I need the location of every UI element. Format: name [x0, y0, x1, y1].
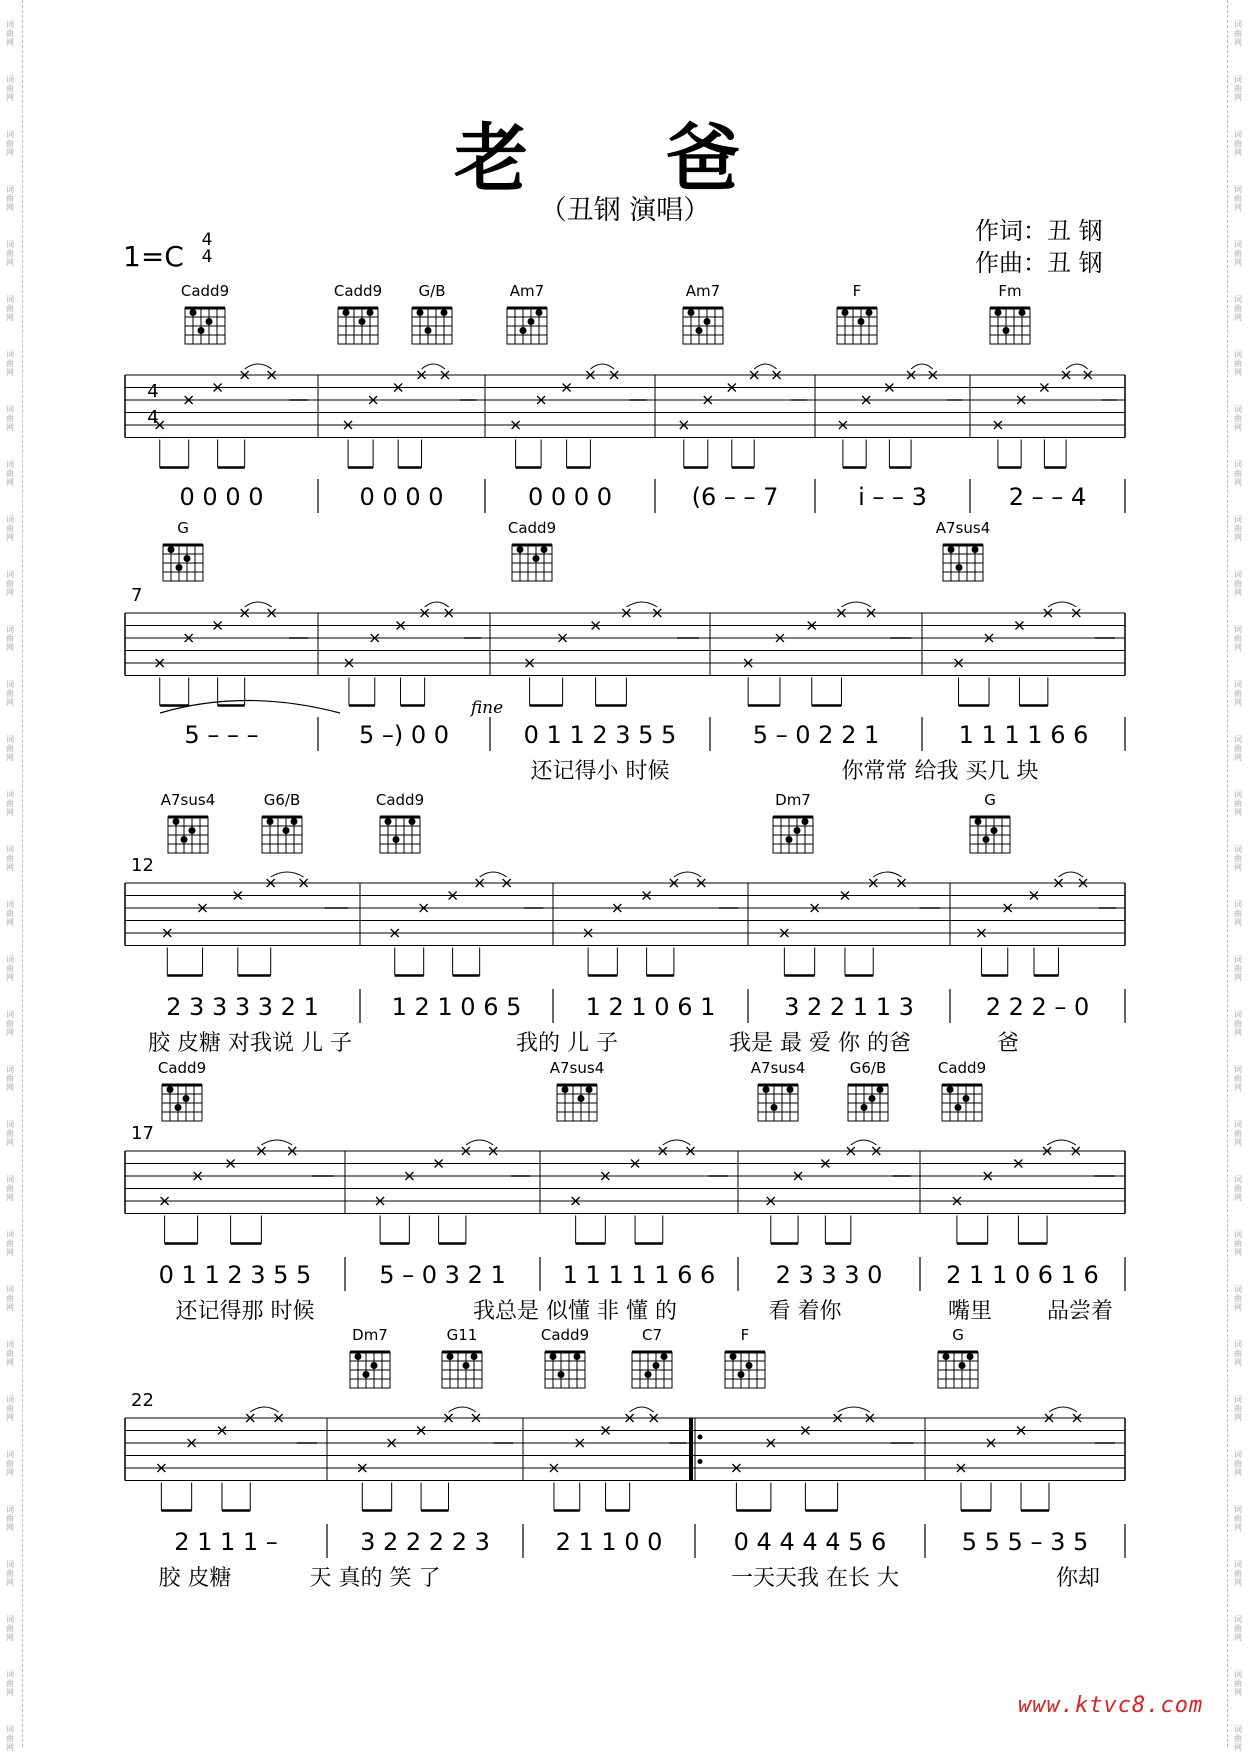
side-strip-text: 词曲网: [1234, 1560, 1242, 1587]
tab-tie: [449, 1407, 476, 1412]
chord-finger-dot: [267, 818, 274, 825]
chord-finger-dot: [533, 555, 540, 562]
side-strip-text: 词曲网: [6, 1010, 14, 1037]
tab-tie: [245, 602, 272, 607]
chord-finger-dot: [704, 318, 711, 325]
chord-finger-dot: [168, 546, 175, 553]
chord-finger-dot: [794, 827, 801, 834]
chord-finger-dot: [528, 318, 535, 325]
side-strip-text: 词曲网: [1234, 1285, 1242, 1312]
chord-finger-dot: [447, 1353, 454, 1360]
jianpu-measure: 1 1 1 1 1 6 6: [562, 1261, 716, 1289]
lyric-line: 一天天我 在长 大: [731, 1566, 899, 1591]
repeat-dot: [698, 1435, 703, 1440]
side-strip-text: 词曲网: [6, 350, 14, 377]
side-strip-text: 词曲网: [1234, 735, 1242, 762]
chord-finger-dot: [550, 1353, 557, 1360]
side-strip-text: 词曲网: [6, 680, 14, 707]
side-strip-text: 词曲网: [6, 735, 14, 762]
chord-finger-dot: [955, 1104, 962, 1111]
jianpu-measure: 5 – 0 2 2 1: [752, 721, 880, 749]
side-strip-text: 词曲网: [1234, 1670, 1242, 1697]
chord-name: Cadd9: [540, 1326, 590, 1344]
tab-clef-bottom: 4: [147, 407, 159, 428]
chord-finger-dot: [869, 1095, 876, 1102]
chord-finger-dot: [866, 309, 873, 316]
chord-finger-dot: [842, 309, 849, 316]
side-strip-text: 词曲网: [6, 625, 14, 652]
chord-name: G11: [446, 1326, 478, 1344]
jianpu-measure: 5 – 0 3 2 1: [379, 1261, 506, 1289]
chord-finger-dot: [283, 827, 290, 834]
repeat-dot: [698, 1459, 703, 1464]
lyricist: 作词：丑 钢: [975, 217, 1103, 245]
tab-tie: [261, 1140, 292, 1145]
jianpu-measure: 1 2 1 0 6 1: [585, 993, 716, 1021]
side-strip-text: 词曲网: [1234, 1230, 1242, 1257]
side-strip-text: 词曲网: [1234, 680, 1242, 707]
jianpu-measure: 1 1 1 1 6 6: [958, 721, 1089, 749]
side-strip-text: 词曲网: [1234, 515, 1242, 542]
tab-tie: [838, 1407, 870, 1412]
side-strip-text: 词曲网: [6, 405, 14, 432]
side-strip-text: 词曲网: [1234, 1615, 1242, 1642]
chord-name: A7sus4: [160, 791, 216, 809]
chord-finger-dot: [975, 818, 982, 825]
side-strip-text: 词曲网: [1234, 240, 1242, 267]
chord-finger-dot: [738, 1371, 745, 1378]
side-strip-text: 词曲网: [1234, 1450, 1242, 1477]
chord-finger-dot: [198, 327, 205, 334]
chord-name: A7sus4: [549, 1059, 605, 1077]
chord-finger-dot: [173, 818, 180, 825]
jianpu-measure: 3 2 2 2 2 3: [360, 1528, 490, 1556]
chord-finger-dot: [956, 564, 963, 571]
chord-name: Cadd9: [180, 282, 230, 300]
chord-name: G6/B: [849, 1059, 887, 1077]
lyric-line: 你常常 给我 买几 块: [841, 759, 1039, 784]
chord-name: A7sus4: [750, 1059, 806, 1077]
side-strip-text: 词曲网: [6, 1065, 14, 1092]
chord-finger-dot: [688, 309, 695, 316]
jianpu-measure: 2 3 3 3 3 2 1: [166, 993, 319, 1021]
tab-tie: [663, 1140, 691, 1145]
chord-finger-dot: [858, 318, 865, 325]
side-strip-text: 词曲网: [1234, 790, 1242, 817]
side-strip-text: 词曲网: [6, 1670, 14, 1697]
chord-finger-dot: [520, 327, 527, 334]
chord-finger-dot: [586, 1086, 593, 1093]
jianpu-measure: 0 1 1 2 3 5 5: [158, 1261, 312, 1289]
chord-finger-dot: [363, 1371, 370, 1378]
key-signature: 1=C: [123, 240, 184, 273]
tab-tie: [250, 1407, 278, 1412]
chord-finger-dot: [947, 1086, 954, 1093]
chord-finger-dot: [877, 1086, 884, 1093]
chord-finger-dot: [184, 555, 191, 562]
chord-finger-dot: [536, 309, 543, 316]
jianpu-measure: 2 1 1 0 6 1 6: [946, 1261, 1099, 1289]
side-strip-text: 词曲网: [1234, 1120, 1242, 1147]
side-strip-text: 词曲网: [1234, 625, 1242, 652]
chord-finger-dot: [959, 1362, 966, 1369]
chord-finger-dot: [972, 546, 979, 553]
time-sig-bottom: 4: [201, 247, 213, 267]
side-strip-text: 词曲网: [6, 1395, 14, 1422]
composer: 作曲：丑 钢: [975, 249, 1103, 277]
chord-finger-dot: [802, 818, 809, 825]
side-strip-text: 词曲网: [6, 515, 14, 542]
site-watermark: www.ktvc8.com: [1018, 1693, 1204, 1718]
chord-finger-dot: [653, 1362, 660, 1369]
lyric-line: 嘴里: [947, 1299, 993, 1324]
side-strip-text: 词曲网: [6, 790, 14, 817]
chord-name: Cadd9: [937, 1059, 987, 1077]
lyric-line: 胶 皮糖: [158, 1566, 232, 1591]
lyric-line: 胶 皮糖 对我说 儿 子: [148, 1031, 352, 1056]
chord-finger-dot: [385, 818, 392, 825]
chord-finger-dot: [181, 836, 188, 843]
chord-finger-dot: [417, 309, 424, 316]
chord-finger-dot: [355, 1353, 362, 1360]
lyric-line: 天 真的 笑 了: [309, 1566, 441, 1591]
side-strip-text: 词曲网: [6, 1615, 14, 1642]
tab-tie: [911, 364, 933, 369]
jianpu-measure: 0 0 0 0: [528, 483, 612, 511]
singer-line: （丑钢 演唱）: [539, 195, 711, 226]
song-title: 老 爸: [454, 116, 796, 202]
side-strip-text: 词曲网: [1234, 295, 1242, 322]
side-strip-text: 词曲网: [1234, 20, 1242, 47]
chord-finger-dot: [367, 309, 374, 316]
side-strip-text: 词曲网: [6, 130, 14, 157]
lyric-line: 我是 最 爱 你 的爸: [729, 1031, 911, 1056]
side-strip-text: 词曲网: [1234, 130, 1242, 157]
tab-tie: [754, 364, 776, 369]
lyric-line: 我的 儿 子: [516, 1031, 618, 1056]
chord-finger-dot: [963, 1095, 970, 1102]
lyric-line: 爸: [996, 1031, 1020, 1056]
chord-finger-dot: [359, 318, 366, 325]
chord-finger-dot: [175, 1104, 182, 1111]
side-strip-text: 词曲网: [6, 460, 14, 487]
jianpu-measure: 2 1 1 1 –: [174, 1528, 278, 1556]
chord-name: G: [984, 791, 996, 809]
chord-finger-dot: [409, 818, 416, 825]
chord-name: Dm7: [775, 791, 811, 809]
chord-name: G/B: [418, 282, 446, 300]
chord-name: F: [740, 1326, 750, 1344]
measure-number: 22: [131, 1390, 154, 1411]
chord-name: Cadd9: [333, 282, 383, 300]
tab-tie: [425, 602, 449, 607]
side-strip-text: 词曲网: [6, 1450, 14, 1477]
chord-finger-dot: [176, 564, 183, 571]
chord-finger-dot: [787, 1086, 794, 1093]
side-strip-text: 词曲网: [6, 75, 14, 102]
side-strip-text: 词曲网: [6, 185, 14, 212]
tab-tie: [466, 1140, 493, 1145]
side-strip-text: 词曲网: [6, 900, 14, 927]
chord-name: F: [852, 282, 862, 300]
chord-finger-dot: [189, 827, 196, 834]
tab-tie: [245, 364, 272, 369]
side-strip-text: 词曲网: [1234, 1010, 1242, 1037]
chord-name: Cadd9: [375, 791, 425, 809]
side-strip-text: 词曲网: [1234, 900, 1242, 927]
jianpu-measure: 3 2 2 1 1 3: [784, 993, 914, 1021]
measure-number: 12: [131, 855, 154, 876]
chord-finger-dot: [343, 309, 350, 316]
side-strip-text: 词曲网: [6, 20, 14, 47]
chord-name: Cadd9: [507, 519, 557, 537]
jianpu-measure: 5 5 5 – 3 5: [961, 1528, 1089, 1556]
side-strip-text: 词曲网: [1234, 75, 1242, 102]
side-strip-text: 词曲网: [1234, 460, 1242, 487]
fine-mark: fine: [470, 698, 504, 718]
chord-finger-dot: [983, 836, 990, 843]
lyric-line: 我总是 似懂 非 懂 的: [473, 1299, 677, 1324]
chord-finger-dot: [967, 1353, 974, 1360]
jianpu-slur: [160, 701, 340, 714]
lyric-line: 品尝着: [1046, 1299, 1114, 1324]
side-strip-text: 词曲网: [6, 1230, 14, 1257]
lyric-line: 还记得小 时候: [530, 759, 670, 784]
side-strip-text: 词曲网: [1234, 955, 1242, 982]
chord-finger-dot: [786, 836, 793, 843]
chord-name: G: [952, 1326, 964, 1344]
side-strip-text: 词曲网: [6, 570, 14, 597]
chord-finger-dot: [771, 1104, 778, 1111]
chord-name: A7sus4: [935, 519, 991, 537]
side-strip-text: 词曲网: [6, 1120, 14, 1147]
chord-finger-dot: [471, 1353, 478, 1360]
chord-name: Am7: [509, 282, 545, 300]
chord-finger-dot: [995, 309, 1002, 316]
jianpu-measure: 0 0 0 0: [179, 483, 264, 511]
tab-tie: [590, 364, 614, 369]
side-strip-text: 词曲网: [6, 295, 14, 322]
chord-finger-dot: [562, 1086, 569, 1093]
jianpu-measure: 0 1 1 2 3 5 5: [523, 721, 677, 749]
jianpu-measure: 2 2 2 – 0: [985, 993, 1090, 1021]
side-strip-text: 词曲网: [1234, 845, 1242, 872]
jianpu-measure: i – – 3: [858, 483, 927, 511]
side-strip-text: 词曲网: [1234, 350, 1242, 377]
tab-tie: [1059, 872, 1084, 877]
chord-finger-dot: [661, 1353, 668, 1360]
tab-tie: [1047, 1140, 1076, 1145]
chord-name: Fm: [998, 282, 1022, 300]
jianpu-measure: 2 – – 4: [1008, 483, 1087, 511]
chord-finger-dot: [948, 546, 955, 553]
jianpu-measure: 2 3 3 3 0: [775, 1261, 883, 1289]
lyric-line: 看 着你: [768, 1299, 842, 1324]
side-strip-text: 词曲网: [6, 1505, 14, 1532]
chord-finger-dot: [746, 1362, 753, 1369]
chord-finger-dot: [558, 1371, 565, 1378]
chord-finger-dot: [441, 309, 448, 316]
chord-name: G: [177, 519, 189, 537]
tab-tie: [626, 602, 657, 607]
tab-tie: [1066, 364, 1088, 369]
side-strip-text: 词曲网: [1234, 1725, 1242, 1752]
side-strip-text: 词曲网: [6, 1725, 14, 1752]
side-strip-text: 词曲网: [6, 1560, 14, 1587]
jianpu-measure: 5 –) 0 0: [358, 721, 450, 749]
chord-name: G6/B: [263, 791, 301, 809]
side-strip-text: 词曲网: [1234, 1340, 1242, 1367]
chord-finger-dot: [763, 1086, 770, 1093]
side-strip-text: 词曲网: [6, 845, 14, 872]
chord-finger-dot: [393, 836, 400, 843]
chord-finger-dot: [291, 818, 298, 825]
chord-finger-dot: [1003, 327, 1010, 334]
side-strip-text: 词曲网: [1234, 1175, 1242, 1202]
chord-name: Am7: [685, 282, 721, 300]
chord-finger-dot: [696, 327, 703, 334]
tab-clef-top: 4: [147, 381, 159, 402]
tab-tie: [873, 872, 901, 877]
tab-tie: [480, 872, 507, 877]
lyric-line: 你却: [1055, 1566, 1101, 1591]
side-strip-text: 词曲网: [1234, 1395, 1242, 1422]
chord-name: Dm7: [352, 1326, 388, 1344]
chord-finger-dot: [206, 318, 213, 325]
chord-finger-dot: [183, 1095, 190, 1102]
side-strip-text: 词曲网: [1234, 185, 1242, 212]
chord-finger-dot: [991, 827, 998, 834]
jianpu-measure: 5 – – –: [184, 721, 259, 749]
tab-tie: [674, 872, 701, 877]
tab-tie: [851, 1140, 876, 1145]
chord-finger-dot: [371, 1362, 378, 1369]
chord-finger-dot: [730, 1353, 737, 1360]
side-strip-text: 词曲网: [1234, 1065, 1242, 1092]
chord-finger-dot: [541, 546, 548, 553]
chord-finger-dot: [1019, 309, 1026, 316]
chord-finger-dot: [943, 1353, 950, 1360]
chord-name: C7: [641, 1326, 663, 1344]
jianpu-measure: 1 2 1 0 6 5: [391, 993, 522, 1021]
tab-tie: [630, 1407, 654, 1412]
lyric-line: 还记得那 时候: [175, 1299, 315, 1324]
tab-tie: [422, 364, 445, 369]
tab-tie: [1049, 1407, 1077, 1412]
side-strip-text: 词曲网: [6, 1175, 14, 1202]
side-strip-text: 词曲网: [1234, 405, 1242, 432]
chord-finger-dot: [517, 546, 524, 553]
jianpu-measure: 0 0 0 0: [359, 483, 444, 511]
chord-finger-dot: [861, 1104, 868, 1111]
side-strip-text: 词曲网: [1234, 1505, 1242, 1532]
jianpu-measure: 2 1 1 0 0: [555, 1528, 663, 1556]
side-strip-text: 词曲网: [6, 240, 14, 267]
chord-finger-dot: [463, 1362, 470, 1369]
chord-finger-dot: [167, 1086, 174, 1093]
tab-tie: [841, 602, 871, 607]
side-strip-text: 词曲网: [6, 1285, 14, 1312]
tab-tie: [1048, 602, 1076, 607]
chord-finger-dot: [645, 1371, 652, 1378]
measure-number: 7: [131, 585, 143, 606]
chord-finger-dot: [190, 309, 197, 316]
jianpu-measure: 0 4 4 4 4 5 6: [733, 1528, 887, 1556]
chord-finger-dot: [425, 327, 432, 334]
jianpu-measure: (6 – – 7: [691, 483, 779, 511]
time-sig-top: 4: [201, 230, 213, 250]
tab-tie: [271, 872, 304, 877]
chord-name: Cadd9: [157, 1059, 207, 1077]
chord-finger-dot: [574, 1353, 581, 1360]
side-strip-text: 词曲网: [6, 1340, 14, 1367]
chord-finger-dot: [578, 1095, 585, 1102]
side-strip-text: 词曲网: [6, 955, 14, 982]
side-strip-text: 词曲网: [1234, 570, 1242, 597]
measure-number: 17: [131, 1123, 154, 1144]
